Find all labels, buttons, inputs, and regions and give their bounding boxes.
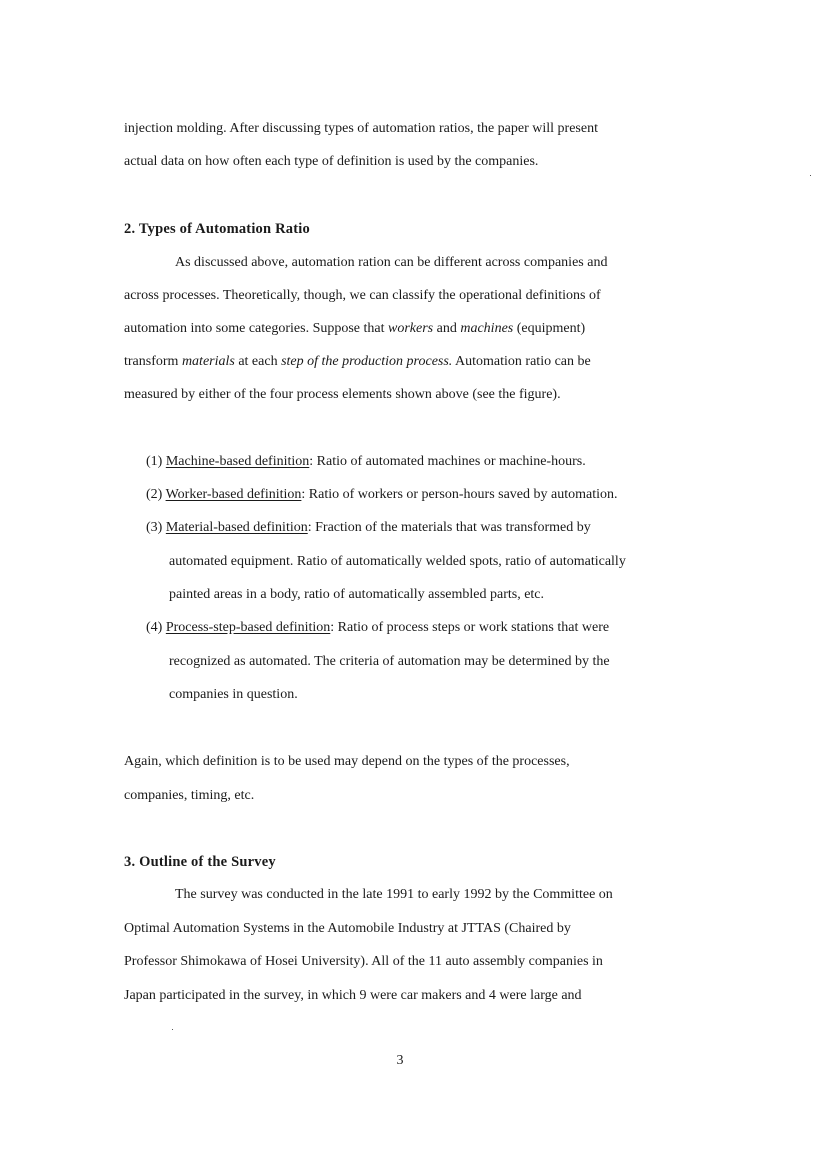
italic-workers: workers [388,321,434,336]
text-span: automation into some categories. Suppose that [124,321,389,336]
section-2-line-4 [124,353,591,371]
text-span: Automation ratio can be [452,354,591,369]
text-span: at each [234,354,282,369]
definition-term: Worker-based definition [165,487,302,502]
section-3-line-2: Optimal Automation Systems in the Automobile Industry at JTTAS (Chaired by [124,921,571,936]
section-2-line-3 [124,320,585,338]
section-3-line-4: Japan participated in the survey, in which 9 were car makers and 4 were large and [124,988,582,1003]
definition-number: (2) [146,487,166,502]
scan-speck [810,175,811,176]
text-span: and [433,321,461,336]
definition-3-continuation-1: automated equipment. Ratio of automatically welded spots, ratio of automatically [169,554,626,569]
section-2-line-1: As discussed above, automation ration can be different across companies and [175,255,608,270]
definition-2 [146,486,618,504]
page-number: 3 [396,1053,404,1068]
section-3-heading: 3. Outline of the Survey [124,854,276,870]
intro-line-1: injection molding. After discussing types of automation ratios, the paper will present [124,121,598,136]
again-line-1: Again, which definition is to be used may depend on the types of the processes, [124,754,570,769]
definition-4-continuation-2: companies in question. [169,687,298,702]
again-line-2: companies, timing, etc. [124,788,255,803]
definition-text: : Ratio of process steps or work stations that were [330,620,610,635]
italic-materials: materials [181,354,235,369]
definition-term: Process-step-based definition [165,620,331,635]
section-3-line-1: The survey was conducted in the late 1991 to early 1992 by the Committee on [175,887,613,902]
section-2-heading: 2. Types of Automation Ratio [124,221,310,237]
intro-line-2: actual data on how often each type of definition is used by the companies. [124,154,539,169]
text-span: transform [124,354,182,369]
definition-3-continuation-2: painted areas in a body, ratio of automatically assembled parts, etc. [169,587,545,602]
italic-production-step: step of the production process. [281,354,453,369]
definition-4 [146,619,609,637]
definition-3 [146,519,591,537]
definition-text: : Ratio of workers or person-hours saved by automation. [301,487,618,502]
definition-number: (3) [146,520,166,535]
definition-1 [146,453,586,471]
section-2-line-2: across processes. Theoretically, though, we can classify the operational definitions of [124,288,601,303]
definition-term: Material-based definition [165,520,308,535]
italic-machines: machines [460,321,514,336]
definition-text: : Ratio of automated machines or machine-hours. [309,454,586,469]
text-span: (equipment) [513,321,586,336]
definition-term: Machine-based definition [165,454,310,469]
definition-4-continuation-1: recognized as automated. The criteria of automation may be determined by the [169,654,610,669]
section-3-line-3: Professor Shimokawa of Hosei University). All of the 11 auto assembly companies in [124,954,603,969]
section-2-line-5: measured by either of the four process elements shown above (see the figure). [124,387,561,402]
scan-speck [172,1029,173,1030]
definition-number: (1) [146,454,166,469]
definition-text: : Fraction of the materials that was transformed by [307,520,591,535]
definition-number: (4) [146,620,166,635]
